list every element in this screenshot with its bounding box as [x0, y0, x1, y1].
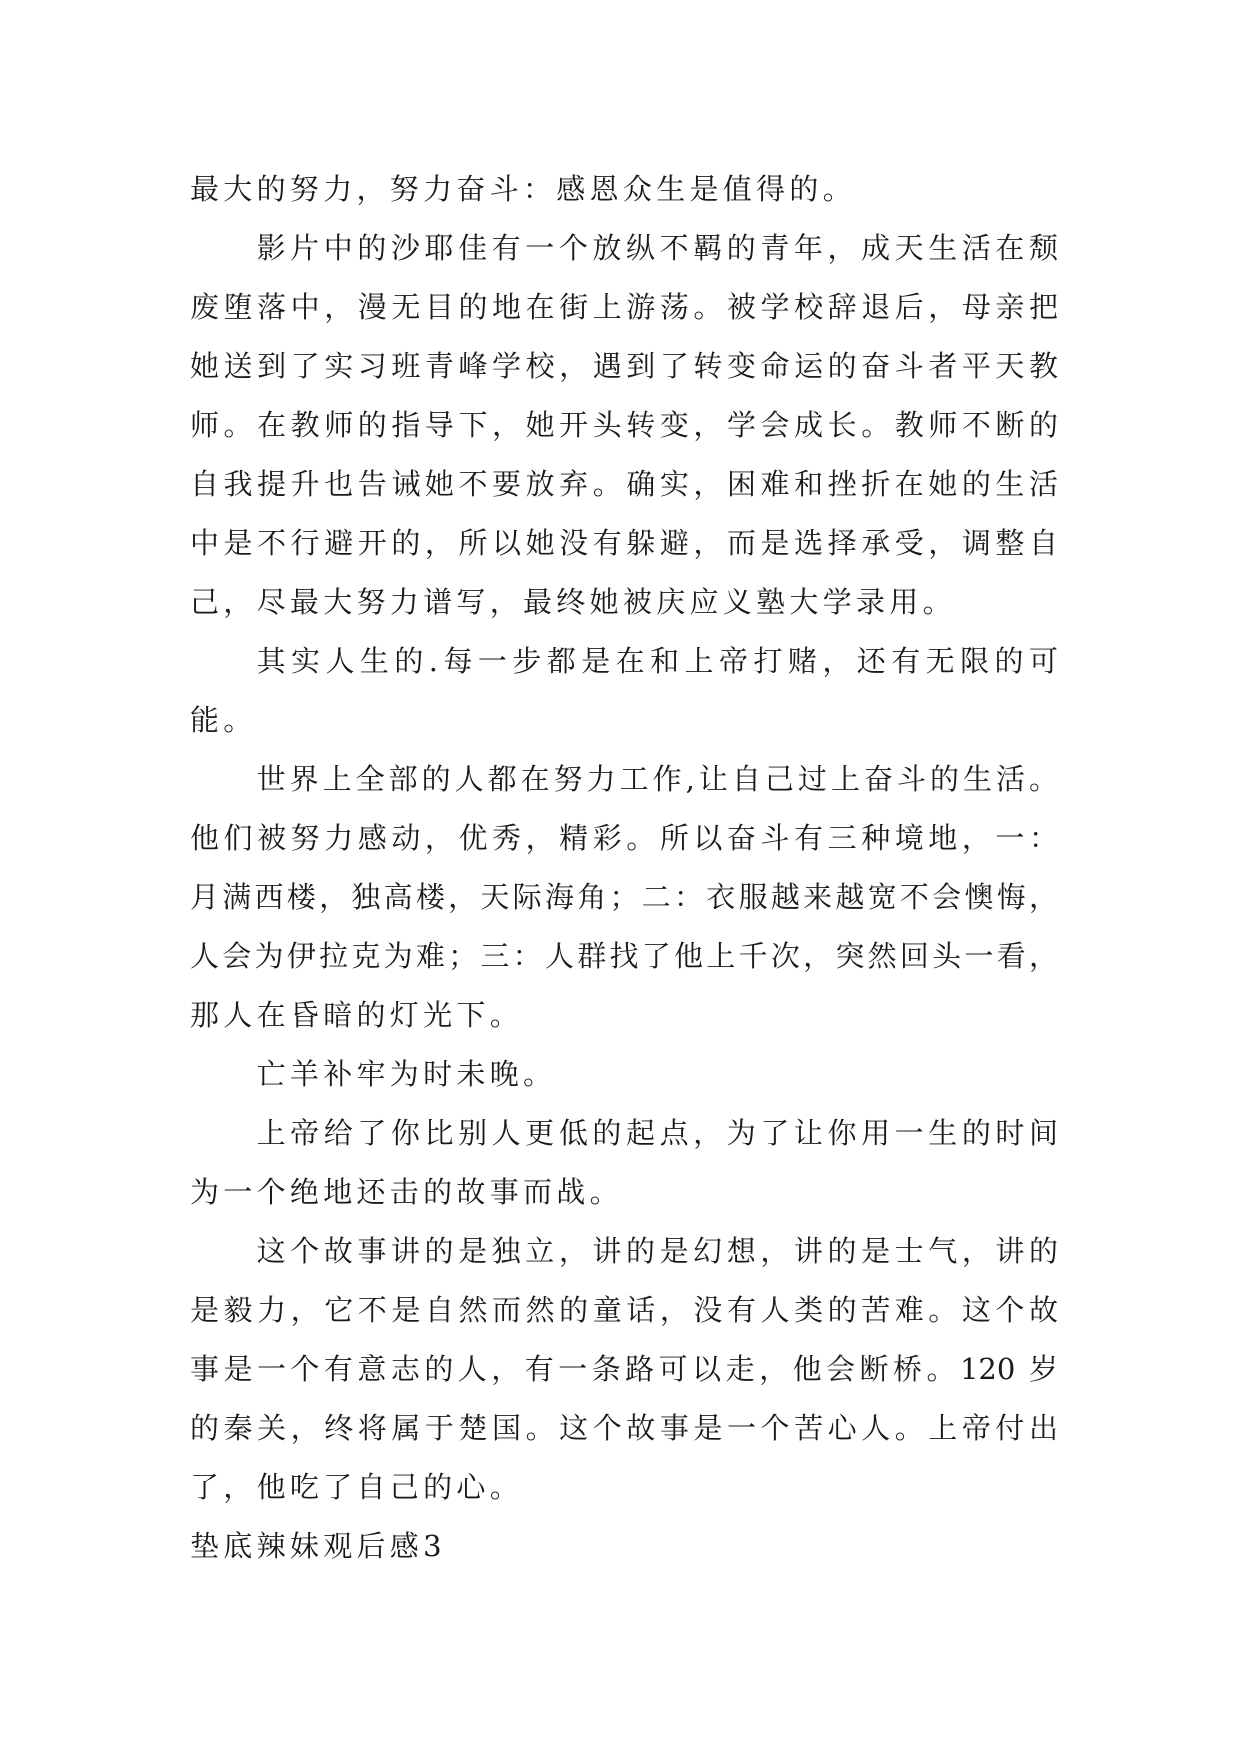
paragraph [190, 1222, 1058, 1517]
text-line: 自我提升也告诫她不要放弃。确实，困难和挫折在她的生活 [190, 467, 1058, 501]
text-line: 事是一个有意志的人，有一条路可以走，他会断桥。120 岁 [190, 1352, 1058, 1386]
text-line: 上帝给了你比别人更低的起点，为了让你用一生的时间 [256, 1116, 1058, 1150]
paragraph [190, 1045, 1058, 1104]
text-line: 中是不行避开的，所以她没有躲避，而是选择承受，调整自 [190, 526, 1058, 560]
continued-paragraph [190, 160, 1058, 219]
text-line: 那人在昏暗的灯光下。 [190, 998, 524, 1032]
paragraph [190, 1104, 1058, 1222]
text-line: 这个故事讲的是独立，讲的是幻想，讲的是士气，讲的 [256, 1234, 1058, 1268]
text-line: 了，他吃了自己的心。 [190, 1470, 524, 1504]
text-line: 其实人生的.每一步都是在和上帝打赌，还有无限的可 [256, 644, 1058, 678]
document-body [190, 160, 1058, 1576]
text-line: 能。 [190, 703, 257, 737]
paragraph [190, 632, 1058, 750]
text-line: 月满西楼，独高楼，天际海角；二：衣服越来越宽不会懊悔， [190, 880, 1058, 914]
text-line: 影片中的沙耶佳有一个放纵不羁的青年，成天生活在颓 [256, 231, 1058, 265]
text-line: 人会为伊拉克为难；三：人群找了他上千次，突然回头一看， [190, 939, 1058, 973]
text-line: 最大的努力，努力奋斗：感恩众生是值得的。 [190, 172, 857, 206]
text-line: 为一个绝地还击的故事而战。 [190, 1175, 623, 1209]
text-line: 废堕落中，漫无目的地在街上游荡。被学校辞退后，母亲把 [190, 290, 1058, 324]
text-line: 是毅力，它不是自然而然的童话，没有人类的苦难。这个故 [190, 1293, 1058, 1327]
section-heading: 垫底辣妹观后感3 [190, 1529, 446, 1563]
text-line: 己，尽最大努力谱写，最终她被庆应义塾大学录用。 [190, 585, 956, 619]
text-line: 的秦关，终将属于楚国。这个故事是一个苦心人。上帝付出 [190, 1411, 1058, 1445]
text-line: 他们被努力感动，优秀，精彩。所以奋斗有三种境地，一： [190, 821, 1058, 855]
paragraph-list [190, 219, 1058, 1517]
paragraph [190, 750, 1058, 1045]
text-line: 亡羊补牢为时未晚。 [256, 1057, 557, 1091]
paragraph [190, 219, 1058, 632]
text-line: 世界上全部的人都在努力工作,让自己过上奋斗的生活。 [256, 762, 1058, 796]
text-line: 她送到了实习班青峰学校，遇到了转变命运的奋斗者平天教 [190, 349, 1058, 383]
text-line: 师。在教师的指导下，她开头转变，学会成长。教师不断的 [190, 408, 1058, 442]
